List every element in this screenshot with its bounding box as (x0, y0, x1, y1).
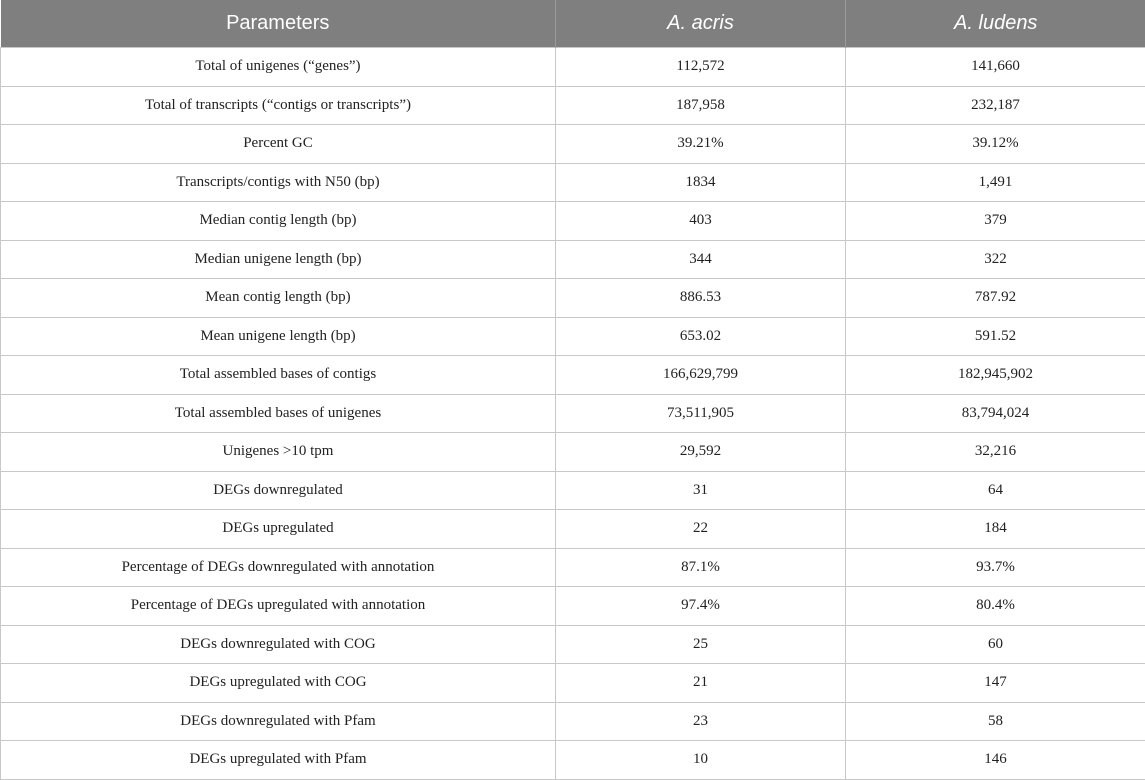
table-row (1, 125, 1145, 164)
table-row (1, 587, 1145, 626)
a-acris-value-cell: 1834 (556, 163, 846, 202)
table-row (1, 548, 1145, 587)
a-ludens-value-cell: 182,945,902 (846, 356, 1145, 395)
a-acris-value-cell: 21 (556, 664, 846, 703)
parameter-cell: DEGs upregulated with COG (1, 664, 556, 703)
table-row (1, 356, 1145, 395)
a-acris-value-cell: 653.02 (556, 317, 846, 356)
parameter-cell: Mean unigene length (bp) (1, 317, 556, 356)
a-ludens-value-cell: 32,216 (846, 433, 1145, 472)
a-ludens-value-cell: 184 (846, 510, 1145, 549)
table-row (1, 394, 1145, 433)
a-acris-value-cell: 31 (556, 471, 846, 510)
a-ludens-value-cell: 64 (846, 471, 1145, 510)
table-row (1, 625, 1145, 664)
a-ludens-value-cell: 60 (846, 625, 1145, 664)
table-row (1, 317, 1145, 356)
a-acris-value-cell: 39.21% (556, 125, 846, 164)
a-acris-value-cell: 344 (556, 240, 846, 279)
parameter-cell: DEGs downregulated with COG (1, 625, 556, 664)
a-acris-value-cell: 22 (556, 510, 846, 549)
a-acris-value-cell: 112,572 (556, 48, 846, 87)
a-ludens-value-cell: 146 (846, 741, 1145, 780)
a-ludens-value-cell: 379 (846, 202, 1145, 241)
a-ludens-value-cell: 58 (846, 702, 1145, 741)
parameter-cell: Unigenes >10 tpm (1, 433, 556, 472)
parameter-cell: Median contig length (bp) (1, 202, 556, 241)
parameter-cell: Total of unigenes (“genes”) (1, 48, 556, 87)
header-parameters: Parameters (1, 0, 556, 48)
a-ludens-value-cell: 80.4% (846, 587, 1145, 626)
table-row (1, 510, 1145, 549)
table-row (1, 86, 1145, 125)
table-row (1, 664, 1145, 703)
a-acris-value-cell: 29,592 (556, 433, 846, 472)
a-acris-value-cell: 73,511,905 (556, 394, 846, 433)
table-row (1, 702, 1145, 741)
table-row (1, 240, 1145, 279)
a-ludens-value-cell: 591.52 (846, 317, 1145, 356)
a-acris-value-cell: 403 (556, 202, 846, 241)
a-acris-value-cell: 886.53 (556, 279, 846, 318)
parameter-cell: DEGs upregulated with Pfam (1, 741, 556, 780)
parameter-cell: Percentage of DEGs downregulated with annotation (1, 548, 556, 587)
a-acris-value-cell: 87.1% (556, 548, 846, 587)
header-a-ludens: A. ludens (846, 0, 1145, 48)
table-row (1, 163, 1145, 202)
parameter-cell: DEGs downregulated with Pfam (1, 702, 556, 741)
parameter-cell: Median unigene length (bp) (1, 240, 556, 279)
parameter-cell: Total assembled bases of contigs (1, 356, 556, 395)
table-header (1, 0, 1145, 48)
a-ludens-value-cell: 1,491 (846, 163, 1145, 202)
table-row (1, 202, 1145, 241)
parameter-cell: Total assembled bases of unigenes (1, 394, 556, 433)
a-ludens-value-cell: 83,794,024 (846, 394, 1145, 433)
a-ludens-value-cell: 93.7% (846, 548, 1145, 587)
a-ludens-value-cell: 39.12% (846, 125, 1145, 164)
table-body (1, 48, 1145, 780)
a-ludens-value-cell: 322 (846, 240, 1145, 279)
a-acris-value-cell: 187,958 (556, 86, 846, 125)
parameter-cell: Transcripts/contigs with N50 (bp) (1, 163, 556, 202)
a-acris-value-cell: 97.4% (556, 587, 846, 626)
a-ludens-value-cell: 147 (846, 664, 1145, 703)
a-ludens-value-cell: 787.92 (846, 279, 1145, 318)
parameter-cell: Mean contig length (bp) (1, 279, 556, 318)
parameter-cell: Percent GC (1, 125, 556, 164)
table-row (1, 741, 1145, 780)
a-acris-value-cell: 25 (556, 625, 846, 664)
a-ludens-value-cell: 232,187 (846, 86, 1145, 125)
parameter-cell: DEGs upregulated (1, 510, 556, 549)
table-row (1, 433, 1145, 472)
parameter-cell: DEGs downregulated (1, 471, 556, 510)
header-row (1, 0, 1145, 48)
parameter-cell: Total of transcripts (“contigs or transcripts”) (1, 86, 556, 125)
a-acris-value-cell: 10 (556, 741, 846, 780)
a-acris-value-cell: 23 (556, 702, 846, 741)
table-row (1, 279, 1145, 318)
a-ludens-value-cell: 141,660 (846, 48, 1145, 87)
table-row (1, 471, 1145, 510)
parameter-cell: Percentage of DEGs upregulated with annotation (1, 587, 556, 626)
table-row (1, 48, 1145, 87)
header-a-acris: A. acris (556, 0, 846, 48)
a-acris-value-cell: 166,629,799 (556, 356, 846, 395)
